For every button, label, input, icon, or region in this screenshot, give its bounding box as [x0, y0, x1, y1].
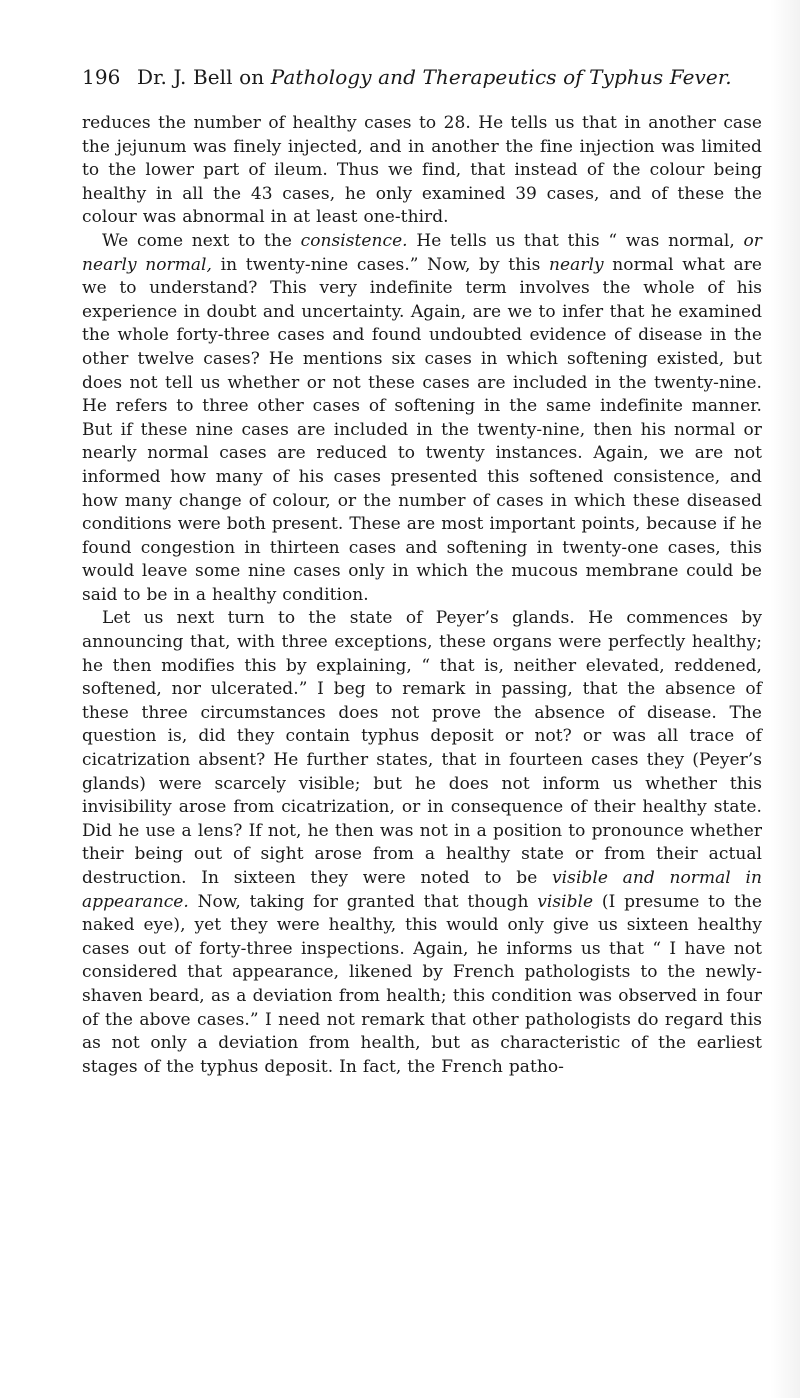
italic-text: visible — [537, 891, 594, 912]
header-author: Dr. J. Bell — [136, 65, 233, 89]
header-title-prefix: on — [239, 65, 265, 89]
running-head — [82, 64, 762, 90]
paragraph — [82, 112, 762, 230]
body-text — [82, 112, 762, 1079]
text-segment: reduces the number of healthy cases to 28. He tells us that in another case the jejunum was finely injected, and in another the fine injection was limited to the lower part of ileum. Thus we find, that instead of the colour being healthy in all the 43 cases, he only examined 39 cases, and of these the colour was abnormal in at least one-third. — [82, 113, 762, 228]
page-number: 196 — [82, 65, 121, 89]
italic-text: or nearly normal, — [82, 230, 762, 275]
italic-text: nearly — [549, 254, 604, 275]
italic-text: consistence. — [300, 230, 408, 251]
paragraph — [82, 607, 762, 1079]
text-segment: Now, taking for granted that though — [188, 891, 538, 912]
paragraph — [82, 230, 762, 608]
text-segment: in twenty-nine cases.” Now, by this — [212, 254, 550, 275]
header-title: Pathology and Therapeutics of Typhus Fever. — [270, 65, 732, 89]
text-segment: He tells us that this “ was normal, — [407, 230, 744, 251]
page-edge-shadow — [770, 0, 800, 1398]
text-segment: Let us next turn to the state of Peyer’s glands. He commences by announcing that, with three exceptions, these organs were perfectly healthy; he then modifies this by explaining, “ that is, neither elevated, reddened, softened, nor ulcerated.” I beg to remark in passing, that the absence of these three circumstances does not prove the absence of disease. The question is, did they contain typhus deposit or not? or was all trace of cicatrization absent? He further states, that in fourteen cases they (Peyer’s glands) were scarcely visible; but he does not inform us whether this invisibility arose from cicatrization, or in consequence of their healthy state. Did he use a lens? If not, he then was not in a position to pronounce whether their being out of sight arose from a healthy state or from their actual destruction. In sixteen they were noted to be — [82, 608, 762, 888]
text-segment: (I presume to the naked eye), yet they were healthy, this would only give us sixteen healthy cases out of forty-three inspections. Again, he informs us that “ I have not considered that appearance, likened by French pathologists to the newly-shaven beard, as a deviation from health; this condition was observed in four of the above cases.” I need not remark that other pathologists do regard this as not only a deviation from health, but as characteristic of the earliest stages of the typhus deposit. In fact, the French patho- — [82, 891, 762, 1077]
italic-text: visible and normal in appearance. — [82, 868, 762, 912]
text-segment: We come next to the — [102, 230, 301, 251]
text-segment: normal what are we to understand? This very indefinite term involves the whole of his experience in doubt and uncertainty. Again, are we to infer that he examined the whole forty-three cases and found undoubted evidence of disease in the other twelve cases? He mentions six cases in which softening existed, but does not tell us whether or not these cases are included in the twenty-nine. He refers to three other cases of softening in the same indefinite manner. But if these nine cases are included in the twenty-nine, then his normal or nearly normal cases are reduced to twenty instances. Again, we are not informed how many of his cases presented this softened consistence, and how many change of colour, or the number of cases in which these diseased conditions were both present. These are most important points, because if he found congestion in thirteen cases and softening in twenty-one cases, this would leave some nine cases only in which the mucous membrane could be said to be in a healthy condition. — [82, 254, 763, 605]
